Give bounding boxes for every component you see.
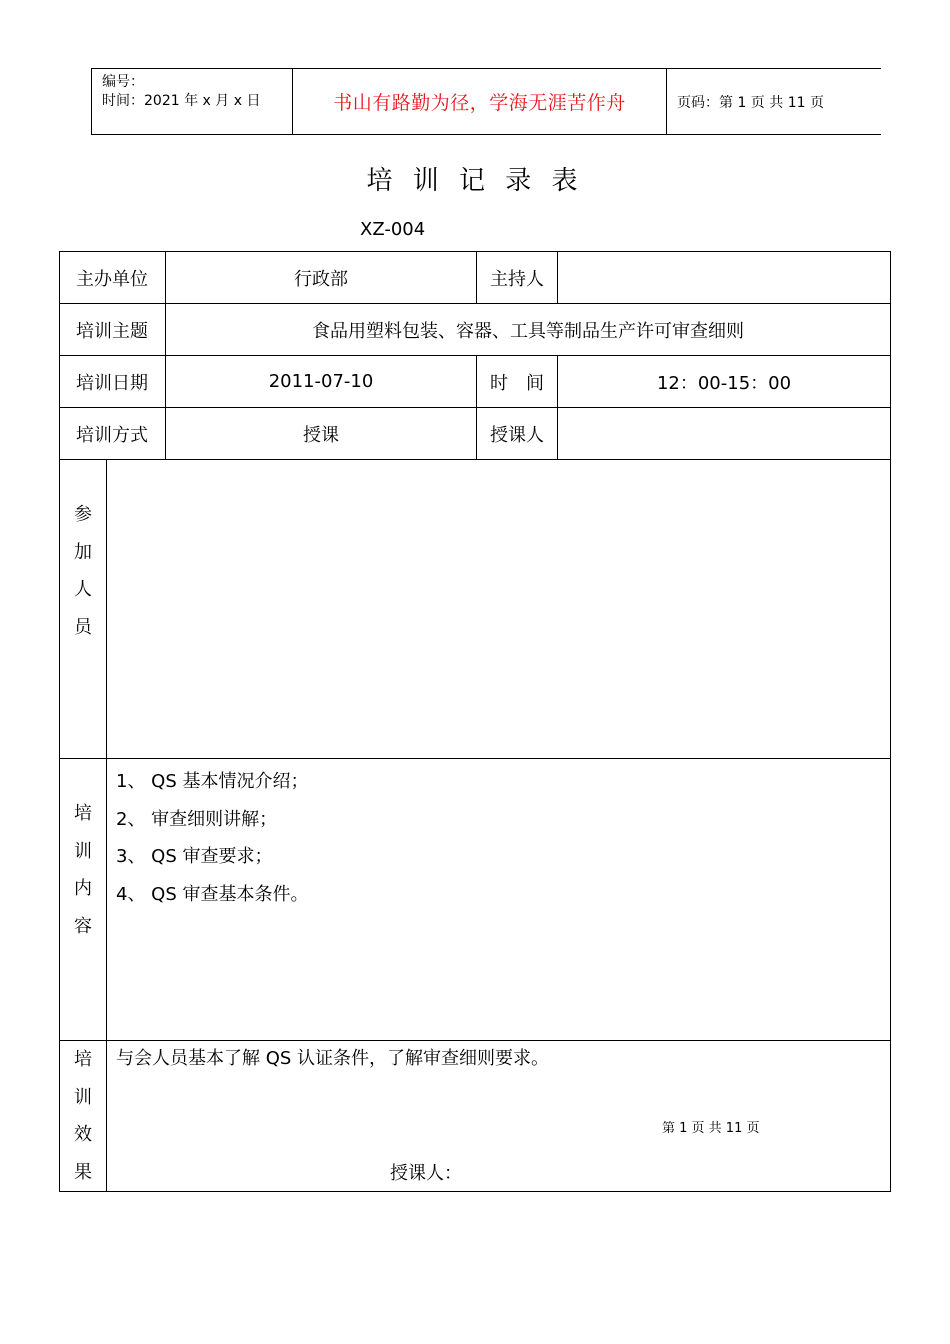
effect-label-char: 训 [74,1086,92,1108]
list-item: 1、 QS 基本情况介绍； [116,771,309,792]
effect-label-char: 果 [74,1161,92,1183]
effect-label [60,1041,107,1192]
effect-label-char: 效 [74,1124,92,1145]
content-label-char: 内 [74,878,92,899]
list-item: 3、 QS 审查要求； [116,846,273,867]
participants-label-char: 参 [74,504,92,525]
effect-page-number: 第 1 页 共 11 页 [662,1121,760,1136]
list-item: 4、 QS 审查基本条件。 [116,883,309,905]
method-label: 培训方式 [60,408,166,460]
page-header [91,68,881,135]
host-unit-value: 行政部 [166,252,477,304]
time-label: 时 间 [477,356,558,408]
row-effect [60,1041,891,1192]
motto: 书山有路勤为径，学海无涯苦作舟 [293,69,667,134]
content-label-char: 培 [74,803,92,824]
participants-label-char: 人 [74,579,92,600]
effect-signature-label: 授课人： [390,1163,462,1184]
effect-cell [107,1041,891,1192]
number-label: 编号： [102,74,144,90]
row-date [60,356,891,408]
row-topic [60,304,891,356]
host-value [558,252,891,304]
time-label: 时间：2021 年 x 月 x 日 [102,93,261,109]
method-value: 授课 [166,408,477,460]
topic-label: 培训主题 [60,304,166,356]
content-label-char: 容 [74,915,92,937]
content-label [60,759,107,1041]
row-host-unit [60,252,891,304]
lecturer-label: 授课人 [477,408,558,460]
content-label-char: 训 [74,840,92,862]
header-meta [92,69,293,134]
date-value: 2011-07-10 [166,356,477,408]
topic-value: 食品用塑料包装、容器、工具等制品生产许可审查细则 [166,304,891,356]
list-item: 2、 审查细则讲解； [116,808,278,830]
host-label: 主持人 [477,252,558,304]
date-label: 培训日期 [60,356,166,408]
host-unit-label: 主办单位 [60,252,166,304]
effect-label-char: 培 [74,1049,92,1070]
time-value: 12：00-15：00 [558,356,891,408]
row-content [60,759,891,1041]
document-title: 培 训 记 录 表 [366,166,584,196]
participants-label [60,460,107,759]
training-record-table [59,251,891,1192]
page-number: 页码：第 1 页 共 11 页 [677,94,824,111]
content-list [107,759,891,1041]
effect-text: 与会人员基本了解 QS 认证条件，了解审查细则要求。 [116,1048,550,1069]
participants-label-char: 员 [74,616,92,638]
row-method [60,408,891,460]
participants-value [107,460,891,759]
lecturer-value [558,408,891,460]
participants-label-char: 加 [74,541,92,563]
row-participants [60,460,891,759]
document-code: XZ-004 [360,219,426,240]
